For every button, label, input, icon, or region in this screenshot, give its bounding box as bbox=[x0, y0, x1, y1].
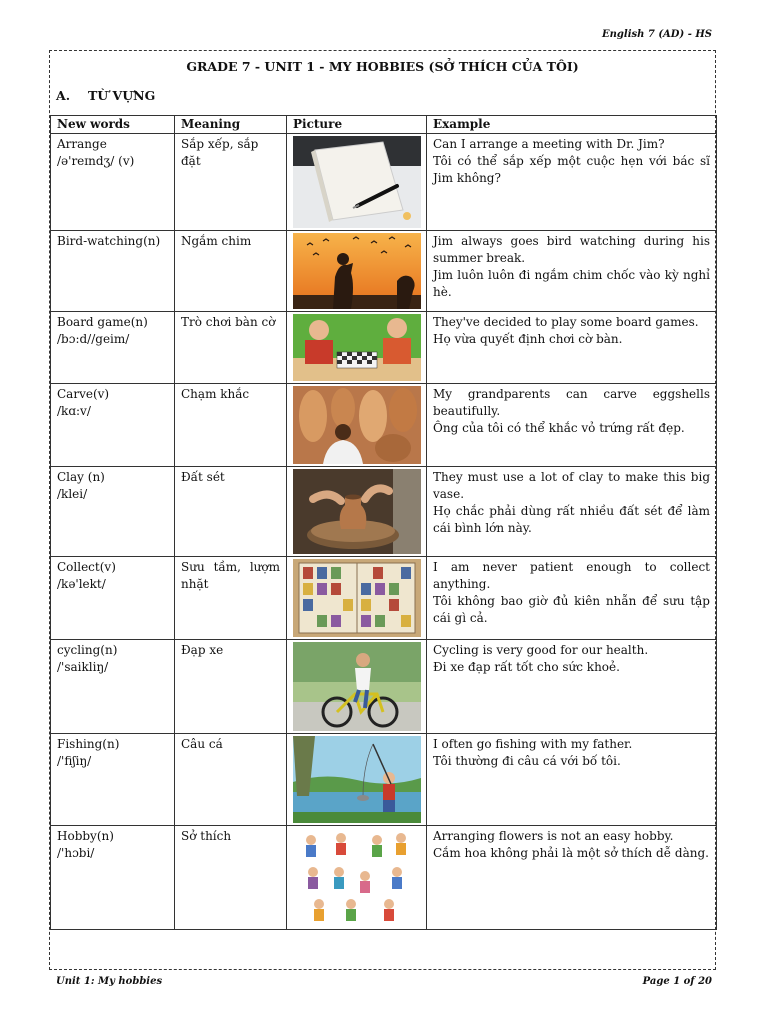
word-cell bbox=[51, 134, 175, 231]
picture-cell bbox=[287, 734, 427, 826]
example-vietnamese: Họ vừa quyết định chơi cờ bàn. bbox=[433, 332, 623, 346]
word: Collect(v) bbox=[57, 560, 116, 574]
table-row bbox=[51, 467, 717, 557]
word-cell bbox=[51, 557, 175, 640]
picture-cell bbox=[287, 134, 427, 231]
example-cell bbox=[427, 826, 717, 930]
word-cell bbox=[51, 467, 175, 557]
example-vietnamese: Tôi có thể sắp xếp một cuộc hẹn với bác sĩ Jim không? bbox=[433, 154, 710, 185]
example-english: Cycling is very good for our health. bbox=[433, 643, 649, 657]
pronunciation: /'fiʃiŋ/ bbox=[57, 754, 92, 768]
footer-unit: Unit 1: My hobbies bbox=[56, 976, 163, 987]
example-english: I often go fishing with my father. bbox=[433, 737, 633, 751]
carving-icon bbox=[293, 386, 421, 464]
example-vietnamese: Tôi không bao giờ đủ kiên nhẫn để sưu tập cái gì cả. bbox=[433, 594, 710, 625]
word: Hobby(n) bbox=[57, 829, 114, 843]
page-title: GRADE 7 - UNIT 1 - MY HOBBIES (SỞ THÍCH CỦA TÔI) bbox=[186, 59, 579, 74]
header-example: Example bbox=[427, 116, 717, 134]
example-english: Can I arrange a meeting with Dr. Jim? bbox=[433, 137, 665, 151]
pronunciation: /bɔ:d//geim/ bbox=[57, 332, 130, 346]
vocabulary-table bbox=[50, 115, 717, 930]
word-cell bbox=[51, 384, 175, 467]
table-row bbox=[51, 384, 717, 467]
picture-cell bbox=[287, 231, 427, 312]
chess-icon bbox=[293, 314, 421, 381]
meaning-cell: Sưu tầm, lượm nhặt bbox=[175, 557, 287, 640]
word: Clay (n) bbox=[57, 470, 105, 484]
example-vietnamese: Họ chắc phải dùng rất nhiều đất sét để làm cái bình lớn này. bbox=[433, 504, 710, 535]
example-vietnamese: Jim luôn luôn đi ngắm chim chốc vào kỳ nghỉ hè. bbox=[433, 268, 710, 299]
example-cell bbox=[427, 467, 717, 557]
example-vietnamese: Tôi thường đi câu cá với bố tôi. bbox=[433, 754, 621, 768]
pronunciation: /ə'reɪndʒ/ (v) bbox=[57, 154, 135, 168]
example-vietnamese: Đi xe đạp rất tốt cho sức khoẻ. bbox=[433, 660, 620, 674]
example-english: Jim always goes bird watching during his summer break. bbox=[433, 234, 710, 265]
example-cell bbox=[427, 384, 717, 467]
example-english: My grandparents can carve eggshells beautifully. bbox=[433, 387, 710, 418]
pronunciation: /kə'lekt/ bbox=[57, 577, 106, 591]
section-number: A. bbox=[56, 88, 71, 103]
meaning-cell: Đạp xe bbox=[175, 640, 287, 734]
pottery-icon bbox=[293, 469, 421, 554]
word-cell bbox=[51, 231, 175, 312]
bicycle-icon bbox=[293, 642, 421, 731]
hobbies-collage-icon bbox=[293, 828, 421, 927]
example-english: Arranging flowers is not an easy hobby. bbox=[433, 829, 674, 843]
word-cell bbox=[51, 312, 175, 384]
example-cell bbox=[427, 557, 717, 640]
table-row bbox=[51, 134, 717, 231]
example-cell bbox=[427, 231, 717, 312]
table-row bbox=[51, 640, 717, 734]
example-vietnamese: Ông của tôi có thể khắc vỏ trứng rất đẹp. bbox=[433, 421, 685, 435]
word: cycling(n) bbox=[57, 643, 118, 657]
pronunciation: /'saikliŋ/ bbox=[57, 660, 109, 674]
table-row bbox=[51, 734, 717, 826]
header-meaning: Meaning bbox=[175, 116, 287, 134]
word: Carve(v) bbox=[57, 387, 110, 401]
meaning-cell: Câu cá bbox=[175, 734, 287, 826]
meaning-cell: Đất sét bbox=[175, 467, 287, 557]
example-english: I am never patient enough to collect anything. bbox=[433, 560, 710, 591]
picture-cell bbox=[287, 826, 427, 930]
example-cell bbox=[427, 734, 717, 826]
example-english: They must use a lot of clay to make this big vase. bbox=[433, 470, 710, 501]
word: Fishing(n) bbox=[57, 737, 120, 751]
picture-cell bbox=[287, 640, 427, 734]
example-cell bbox=[427, 312, 717, 384]
header-picture: Picture bbox=[287, 116, 427, 134]
word-cell bbox=[51, 826, 175, 930]
example-vietnamese: Cắm hoa không phải là một sở thích dễ dàng. bbox=[433, 846, 709, 860]
footer-page-number: Page 1 of 20 bbox=[642, 976, 712, 987]
table-row bbox=[51, 312, 717, 384]
pronunciation: /klei/ bbox=[57, 487, 88, 501]
table-header-row bbox=[51, 116, 717, 134]
meaning-cell: Trò chơi bàn cờ bbox=[175, 312, 287, 384]
picture-cell bbox=[287, 312, 427, 384]
section-label: TỪ VỰNG bbox=[88, 88, 156, 103]
header-new-words: New words bbox=[51, 116, 175, 134]
table-row bbox=[51, 826, 717, 930]
worksheet-frame bbox=[49, 50, 716, 970]
pronunciation: /'hɔbi/ bbox=[57, 846, 95, 860]
stamp-album-icon bbox=[293, 559, 421, 637]
word-cell bbox=[51, 734, 175, 826]
word: Bird-watching(n) bbox=[57, 234, 161, 248]
notebook-pen-icon bbox=[293, 136, 421, 228]
bird-watching-icon bbox=[293, 233, 421, 309]
fishing-icon bbox=[293, 736, 421, 823]
picture-cell bbox=[287, 557, 427, 640]
example-english: They've decided to play some board games. bbox=[433, 315, 699, 329]
picture-cell bbox=[287, 384, 427, 467]
table-row bbox=[51, 557, 717, 640]
word: Board game(n) bbox=[57, 315, 148, 329]
example-cell bbox=[427, 640, 717, 734]
picture-cell bbox=[287, 467, 427, 557]
meaning-cell: Ngắm chim bbox=[175, 231, 287, 312]
pronunciation: /kɑ:v/ bbox=[57, 404, 91, 418]
word-cell bbox=[51, 640, 175, 734]
running-header: English 7 (AD) - HS bbox=[602, 29, 712, 40]
table-row bbox=[51, 231, 717, 312]
meaning-cell: Sở thích bbox=[175, 826, 287, 930]
section-heading bbox=[56, 88, 155, 103]
word: Arrange bbox=[57, 137, 107, 151]
example-cell bbox=[427, 134, 717, 231]
meaning-cell: Chạm khắc bbox=[175, 384, 287, 467]
meaning-cell: Sắp xếp, sắp đặt bbox=[175, 134, 287, 231]
